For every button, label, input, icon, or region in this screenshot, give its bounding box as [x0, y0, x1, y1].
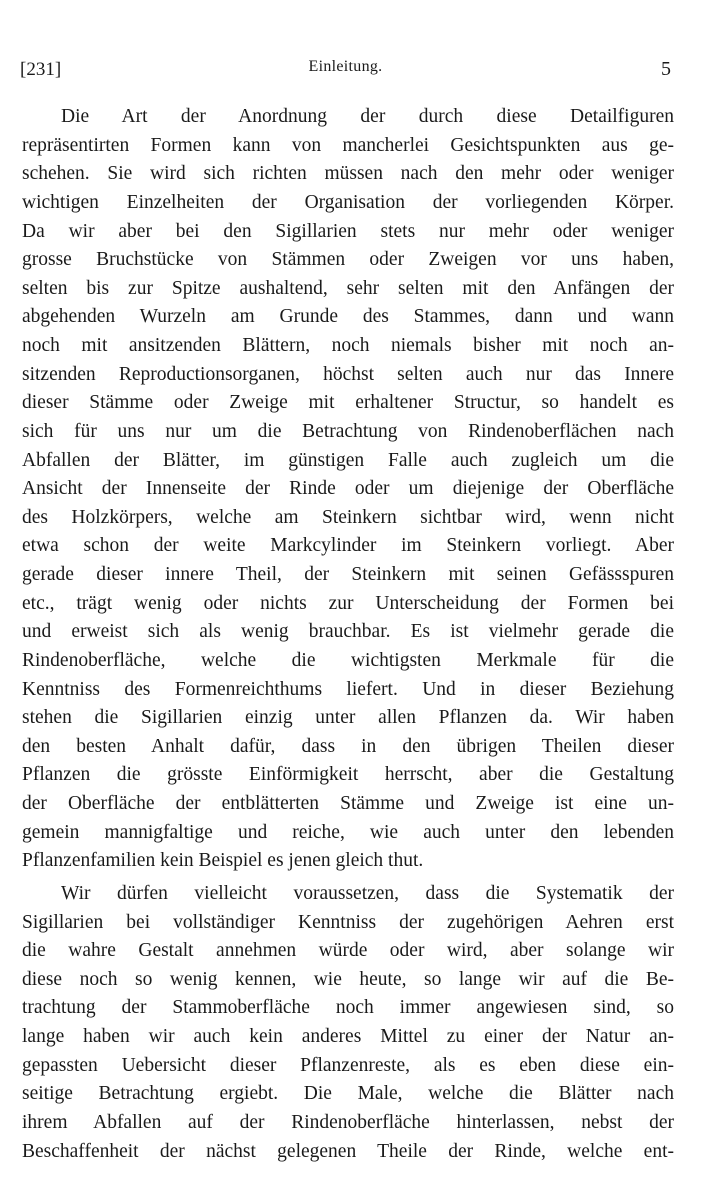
text-line: Pflanzen die grösste Einförmigkeit herrscht, aber die Gestaltung [22, 764, 674, 786]
text-line: Sigillarien bei vollständiger Kenntniss der zugehörigen Aehren erst [22, 911, 674, 933]
text-line: gemein mannigfaltige und reiche, wie auch unter den lebenden [22, 821, 674, 843]
text-line: noch mit ansitzenden Blättern, noch niemals bisher mit noch an- [22, 335, 674, 356]
text-line: schehen. Sie wird sich richten müssen nach den mehr oder weniger [22, 163, 674, 185]
text-line: selten bis zur Spitze aushaltend, sehr selten mit den Anfängen der [22, 277, 674, 299]
text-line: des Holzkörpers, welche am Steinkern sichtbar wird, wenn nicht [22, 506, 674, 528]
text-line: sich für uns nur um die Betrachtung von Rindenoberflächen nach [22, 420, 674, 442]
text-line: der Oberfläche der entblätterten Stämme und Zweige ist eine un- [22, 793, 674, 814]
page-reference: [231] [20, 59, 62, 80]
text-line: dieser Stämme oder Zweige mit erhaltener Structur, so handelt es [22, 392, 674, 414]
body-text [22, 103, 674, 1166]
text-line: diese noch so wenig kennen, wie heute, so lange wir auf die Be- [22, 968, 674, 990]
text-line: repräsentirten Formen kann von mancherlei Gesichtspunkten aus ge- [22, 134, 674, 156]
paragraph-1 [22, 103, 674, 876]
paragraph-2 [22, 880, 674, 1166]
page-header [20, 58, 671, 84]
text-line: seitige Betrachtung ergiebt. Die Male, welche die Blätter nach [22, 1083, 674, 1105]
text-line: grosse Bruchstücke von Stämmen oder Zweigen vor uns haben, [22, 249, 674, 271]
text-line: gepassten Uebersicht dieser Pflanzenreste, als es eben diese ein- [22, 1054, 674, 1076]
page-number: 5 [661, 58, 671, 80]
text-line: trachtung der Stammoberfläche noch immer angewiesen sind, so [22, 997, 674, 1019]
text-line: Rindenoberfläche, welche die wichtigsten Merkmale für die [22, 649, 674, 671]
text-line: Wir dürfen vielleicht voraussetzen, dass die Systematik der [61, 882, 674, 904]
text-line: Kenntniss des Formenreichthums liefert. Und in dieser Beziehung [22, 678, 674, 700]
running-title: Einleitung. [308, 58, 383, 75]
text-line: lange haben wir auch kein anderes Mittel zu einer der Natur an- [22, 1026, 674, 1047]
text-line: Abfallen der Blätter, im günstigen Falle auch zugleich um die [22, 449, 674, 471]
text-line: ihrem Abfallen auf der Rindenoberfläche hinterlassen, nebst der [22, 1111, 674, 1133]
text-line: Pflanzenfamilien kein Beispiel es jenen gleich thut. [22, 850, 424, 872]
text-line: wichtigen Einzelheiten der Organisation der vorliegenden Körper. [22, 191, 674, 213]
text-line: gerade dieser innere Theil, der Steinkern mit seinen Gefässspuren [22, 564, 674, 585]
text-line: etwa schon der weite Markcylinder im Steinkern vorliegt. Aber [22, 535, 674, 557]
text-line: und erweist sich als wenig brauchbar. Es ist vielmehr gerade die [22, 621, 674, 643]
text-line: stehen die Sigillarien einzig unter allen Pflanzen da. Wir haben [22, 707, 674, 729]
text-line: etc., trägt wenig oder nichts zur Unterscheidung der Formen bei [22, 592, 674, 614]
text-line: Da wir aber bei den Sigillarien stets nur mehr oder weniger [22, 220, 674, 242]
text-line: den besten Anhalt dafür, dass in den übrigen Theilen dieser [22, 735, 674, 757]
text-line: Ansicht der Innenseite der Rinde oder um diejenige der Oberfläche [22, 478, 674, 500]
text-line: abgehenden Wurzeln am Grunde des Stammes, dann und wann [22, 306, 674, 328]
text-line: sitzenden Reproductionsorganen, höchst selten auch nur das Innere [22, 363, 674, 385]
text-line: Beschaffenheit der nächst gelegenen Theile der Rinde, welche ent- [22, 1140, 674, 1162]
text-line: Die Art der Anordnung der durch diese Detailfiguren [61, 106, 674, 127]
text-line: die wahre Gestalt annehmen würde oder wird, aber solange wir [22, 940, 674, 962]
